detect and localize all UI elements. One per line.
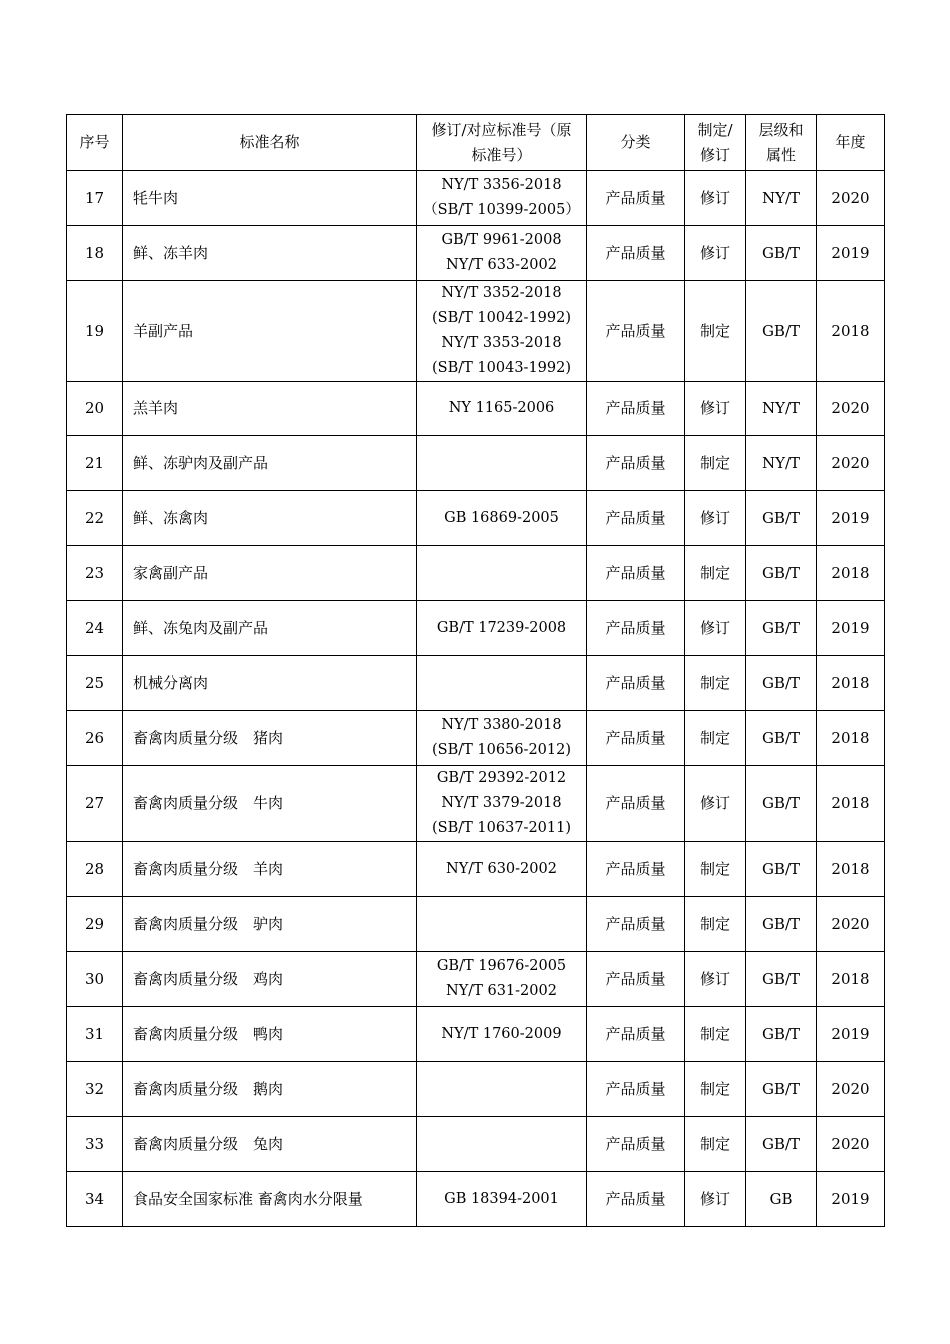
cell-seq: 30: [67, 952, 123, 1007]
cell-type: 修订: [685, 601, 746, 656]
cell-code: [417, 281, 587, 382]
code-line: (SB/T 10637-2011): [432, 820, 571, 836]
code-line: NY/T 3353-2018: [441, 335, 562, 351]
cell-year: 2019: [817, 1172, 885, 1227]
cell-seq: 28: [67, 842, 123, 897]
cell-level: GB/T: [746, 842, 817, 897]
cell-category: 产品质量: [587, 952, 685, 1007]
cell-type: 修订: [685, 766, 746, 842]
table-row: [67, 842, 885, 897]
cell-year: 2018: [817, 711, 885, 766]
cell-year: 2020: [817, 897, 885, 952]
cell-type: 制定: [685, 281, 746, 382]
cell-level: GB/T: [746, 281, 817, 382]
cell-category: 产品质量: [587, 1172, 685, 1227]
cell-category: 产品质量: [587, 382, 685, 436]
table-row: [67, 656, 885, 711]
cell-name: 鲜、冻禽肉: [123, 491, 417, 546]
cell-name: 鲜、冻驴肉及副产品: [123, 436, 417, 491]
header-type-line: 制定/: [697, 120, 733, 139]
cell-code: [417, 436, 587, 491]
table-row: [67, 491, 885, 546]
cell-seq: 19: [67, 281, 123, 382]
cell-level: GB/T: [746, 491, 817, 546]
cell-seq: 34: [67, 1172, 123, 1227]
cell-code: [417, 1062, 587, 1117]
cell-type: 制定: [685, 436, 746, 491]
cell-category: 产品质量: [587, 491, 685, 546]
cell-year: 2020: [817, 1062, 885, 1117]
cell-category: 产品质量: [587, 1062, 685, 1117]
cell-seq: 26: [67, 711, 123, 766]
cell-seq: 17: [67, 171, 123, 226]
cell-year: 2019: [817, 1007, 885, 1062]
cell-category: 产品质量: [587, 711, 685, 766]
table-row: [67, 281, 885, 382]
header-year: 年度: [817, 115, 885, 171]
header-category: 分类: [587, 115, 685, 171]
cell-year: 2018: [817, 766, 885, 842]
cell-level: GB/T: [746, 952, 817, 1007]
standards-table: [66, 114, 885, 1227]
cell-type: 修订: [685, 491, 746, 546]
cell-type: 修订: [685, 226, 746, 281]
cell-year: 2020: [817, 171, 885, 226]
cell-code: [417, 382, 587, 436]
table-row: [67, 897, 885, 952]
cell-year: 2018: [817, 546, 885, 601]
cell-name: 机械分离肉: [123, 656, 417, 711]
table-row: [67, 546, 885, 601]
cell-code: [417, 1117, 587, 1172]
cell-category: 产品质量: [587, 601, 685, 656]
cell-category: 产品质量: [587, 281, 685, 382]
table-body: [67, 171, 885, 1227]
cell-year: 2019: [817, 226, 885, 281]
cell-seq: 33: [67, 1117, 123, 1172]
header-code: [417, 115, 587, 171]
code-line: (SB/T 10042-1992): [432, 310, 571, 326]
cell-type: 制定: [685, 842, 746, 897]
cell-year: 2018: [817, 842, 885, 897]
code-line: NY/T 3352-2018: [441, 285, 562, 301]
cell-level: GB/T: [746, 601, 817, 656]
table-row: [67, 382, 885, 436]
table-row: [67, 171, 885, 226]
cell-code: [417, 546, 587, 601]
cell-code: [417, 171, 587, 226]
cell-name: 鲜、冻羊肉: [123, 226, 417, 281]
cell-type: 制定: [685, 711, 746, 766]
header-level: [746, 115, 817, 171]
cell-name: 畜禽肉质量分级 牛肉: [123, 766, 417, 842]
header-type: [685, 115, 746, 171]
cell-level: GB/T: [746, 897, 817, 952]
cell-code: [417, 1172, 587, 1227]
header-row: [67, 115, 885, 171]
cell-category: 产品质量: [587, 436, 685, 491]
cell-year: 2019: [817, 601, 885, 656]
cell-code: [417, 601, 587, 656]
cell-seq: 21: [67, 436, 123, 491]
cell-year: 2020: [817, 1117, 885, 1172]
code-line: NY/T 630-2002: [446, 860, 557, 877]
table-row: [67, 1117, 885, 1172]
cell-name: 畜禽肉质量分级 鸡肉: [123, 952, 417, 1007]
cell-name: 食品安全国家标准 畜禽肉水分限量: [123, 1172, 417, 1227]
cell-seq: 20: [67, 382, 123, 436]
cell-code: [417, 842, 587, 897]
cell-level: GB/T: [746, 1117, 817, 1172]
cell-name: 畜禽肉质量分级 羊肉: [123, 842, 417, 897]
cell-name: 鲜、冻兔肉及副产品: [123, 601, 417, 656]
cell-seq: 23: [67, 546, 123, 601]
table-row: [67, 1172, 885, 1227]
cell-type: 修订: [685, 171, 746, 226]
code-line: NY/T 1760-2009: [441, 1025, 562, 1042]
cell-code: [417, 1007, 587, 1062]
code-line: NY/T 631-2002: [446, 983, 557, 999]
code-line: NY/T 3356-2018: [441, 177, 562, 193]
cell-category: 产品质量: [587, 226, 685, 281]
cell-type: 修订: [685, 382, 746, 436]
header-type-line: 修订: [699, 145, 730, 164]
table-row: [67, 952, 885, 1007]
code-line: GB 16869-2005: [444, 509, 559, 526]
header-code-line: 标准号）: [471, 145, 532, 164]
cell-seq: 24: [67, 601, 123, 656]
code-line: GB/T 19676-2005: [436, 958, 567, 974]
code-line: NY/T 633-2002: [446, 257, 557, 273]
cell-code: [417, 491, 587, 546]
cell-type: 修订: [685, 952, 746, 1007]
cell-type: 制定: [685, 546, 746, 601]
cell-category: 产品质量: [587, 897, 685, 952]
cell-level: GB/T: [746, 711, 817, 766]
cell-code: [417, 952, 587, 1007]
cell-seq: 29: [67, 897, 123, 952]
cell-category: 产品质量: [587, 546, 685, 601]
cell-name: 羔羊肉: [123, 382, 417, 436]
code-line: NY 1165-2006: [448, 400, 555, 416]
code-line: GB/T 17239-2008: [436, 619, 567, 636]
cell-name: 羊副产品: [123, 281, 417, 382]
cell-name: 畜禽肉质量分级 鹅肉: [123, 1062, 417, 1117]
cell-seq: 25: [67, 656, 123, 711]
cell-year: 2018: [817, 281, 885, 382]
cell-type: 制定: [685, 1117, 746, 1172]
cell-category: 产品质量: [587, 1117, 685, 1172]
header-name: 标准名称: [123, 115, 417, 171]
cell-category: 产品质量: [587, 842, 685, 897]
cell-level: GB/T: [746, 766, 817, 842]
code-line: GB 18394-2001: [444, 1190, 559, 1207]
cell-code: [417, 226, 587, 281]
cell-level: NY/T: [746, 436, 817, 491]
cell-level: GB/T: [746, 226, 817, 281]
cell-type: 制定: [685, 1062, 746, 1117]
cell-code: [417, 897, 587, 952]
cell-level: GB/T: [746, 546, 817, 601]
cell-code: [417, 766, 587, 842]
cell-year: 2019: [817, 491, 885, 546]
header-code-line: 修订/对应标准号（原: [431, 120, 572, 139]
cell-type: 制定: [685, 656, 746, 711]
cell-code: [417, 656, 587, 711]
cell-level: GB/T: [746, 1062, 817, 1117]
table-row: [67, 766, 885, 842]
table-row: [67, 1062, 885, 1117]
code-line: GB/T 29392-2012: [436, 770, 567, 786]
cell-category: 产品质量: [587, 1007, 685, 1062]
cell-type: 制定: [685, 1007, 746, 1062]
code-line: NY/T 3380-2018: [441, 717, 562, 733]
table-row: [67, 436, 885, 491]
table-row: [67, 1007, 885, 1062]
cell-category: 产品质量: [587, 656, 685, 711]
cell-seq: 32: [67, 1062, 123, 1117]
cell-level: GB/T: [746, 656, 817, 711]
cell-category: 产品质量: [587, 766, 685, 842]
cell-level: GB: [746, 1172, 817, 1227]
cell-name: 畜禽肉质量分级 兔肉: [123, 1117, 417, 1172]
cell-level: NY/T: [746, 171, 817, 226]
table-row: [67, 226, 885, 281]
cell-seq: 31: [67, 1007, 123, 1062]
cell-category: 产品质量: [587, 171, 685, 226]
cell-seq: 27: [67, 766, 123, 842]
cell-name: 畜禽肉质量分级 鸭肉: [123, 1007, 417, 1062]
cell-code: [417, 711, 587, 766]
cell-type: 修订: [685, 1172, 746, 1227]
cell-level: GB/T: [746, 1007, 817, 1062]
code-line: NY/T 3379-2018: [441, 795, 562, 811]
code-line: GB/T 9961-2008: [441, 232, 562, 248]
cell-seq: 18: [67, 226, 123, 281]
cell-year: 2018: [817, 656, 885, 711]
cell-name: 畜禽肉质量分级 猪肉: [123, 711, 417, 766]
header-level-line: 层级和: [758, 120, 804, 139]
cell-type: 制定: [685, 897, 746, 952]
cell-level: NY/T: [746, 382, 817, 436]
cell-name: 畜禽肉质量分级 驴肉: [123, 897, 417, 952]
cell-name: 家禽副产品: [123, 546, 417, 601]
header-seq: 序号: [67, 115, 123, 171]
cell-year: 2020: [817, 436, 885, 491]
cell-year: 2020: [817, 382, 885, 436]
header-level-line: 属性: [765, 145, 796, 164]
cell-seq: 22: [67, 491, 123, 546]
cell-year: 2018: [817, 952, 885, 1007]
code-line: (SB/T 10656-2012): [432, 742, 571, 758]
cell-name: 牦牛肉: [123, 171, 417, 226]
code-line: （SB/T 10399-2005）: [423, 202, 580, 218]
table-row: [67, 711, 885, 766]
table-row: [67, 601, 885, 656]
code-line: (SB/T 10043-1992): [432, 360, 571, 376]
